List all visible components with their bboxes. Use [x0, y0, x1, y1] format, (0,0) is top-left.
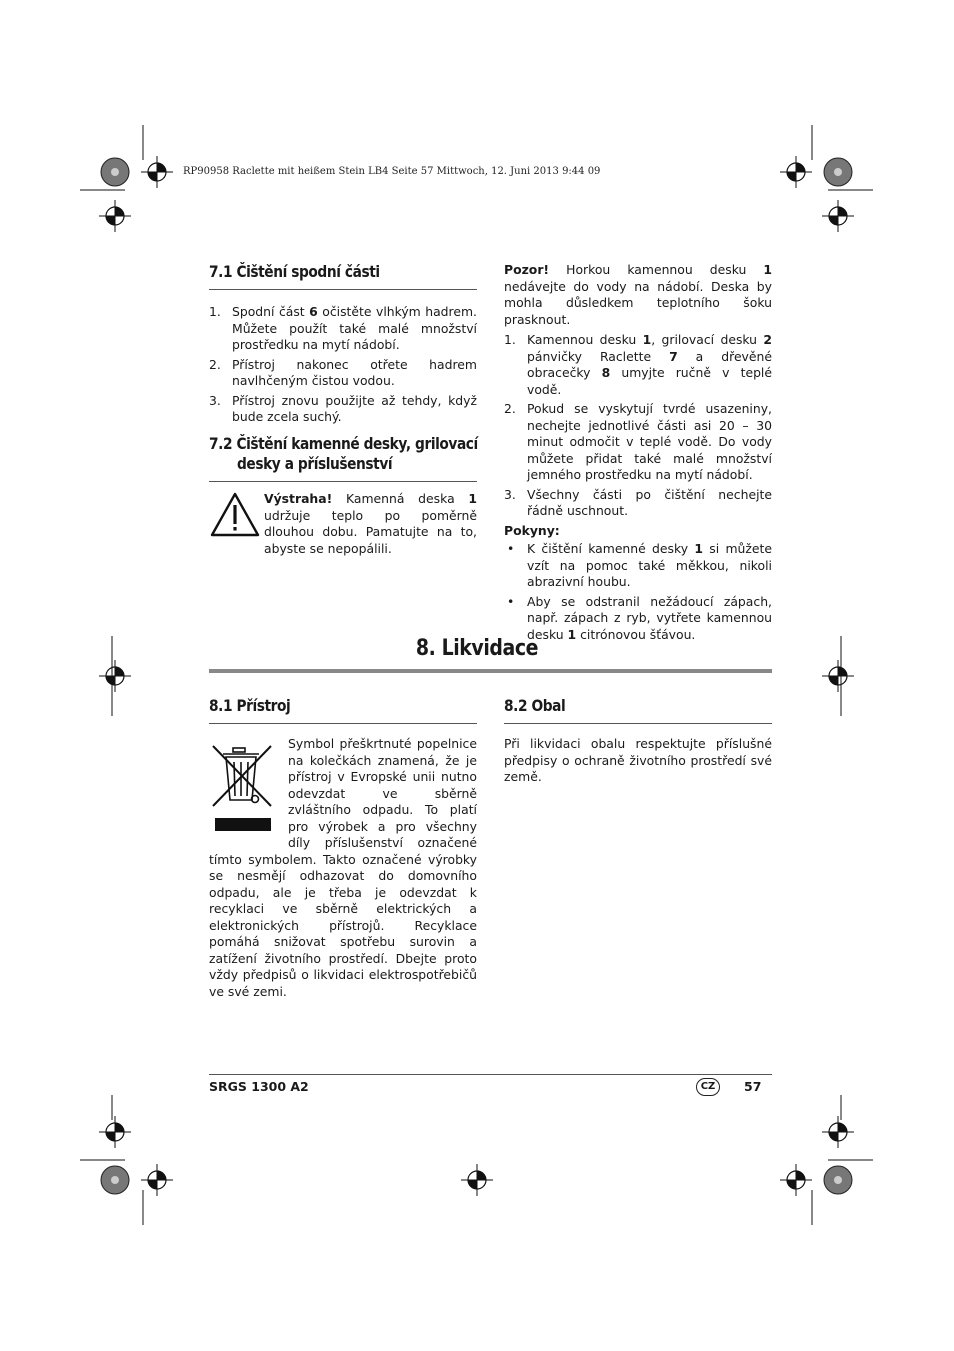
- list-item: 1. Spodní část 6 očistěte vlhkým hadrem. Můžete použít také malé množství prostředku na mytí nádobí.: [209, 304, 477, 352]
- bullet-item: • K čištění kamenné desky 1 si můžete vzít na pomoc také měkkou, nikoli abrazivní houbu.: [507, 541, 772, 589]
- chapter-title: 8. Likvidace: [415, 636, 539, 661]
- list-item: 2. Pokud se vyskytují tvrdé usazeniny, nechejte jednotlivé části asi 20 – 30 minut odmočit v teplé vodě. Do vody můžete přidat také malé množství jemného prostředku na mytí nádobí.: [504, 401, 772, 482]
- section-8-2-text: Při likvidaci obalu respektujte příslušné předpisy o ochraně životního prostředí své země.: [504, 736, 772, 784]
- section-8-1-title: 8.1 Přístroj: [209, 696, 291, 715]
- section-8-2-rule: [504, 723, 772, 724]
- section-7-2-title-line2: desky a příslušenství: [237, 454, 393, 473]
- section-7-1: [209, 262, 477, 282]
- section-8-1-rule: [209, 723, 477, 724]
- list-item: 3. Přístroj znovu použijte až tehdy, když bude zcela suchý.: [209, 392, 477, 424]
- section-7-2-title-line1: 7.2 Čištění kamenné desky, grilovací: [209, 434, 478, 453]
- page-number: 57: [744, 1079, 762, 1094]
- list-item: 2. Přístroj nakonec otřete hadrem navlhčeným čistou vodou.: [209, 356, 477, 388]
- print-header-line: RP90958 Raclette mit heißem Stein LB4 Seite 57 Mittwoch, 12. Juni 2013 9:44 09: [183, 166, 601, 177]
- warning-triangle-icon: [210, 492, 260, 538]
- list-item: 3. Všechny části po čištění nechejte řádně uschnout.: [504, 486, 772, 518]
- section-7-2: [209, 434, 477, 474]
- pozor-note: Pozor! Horkou kamennou desku 1 nedávejte do vody na nádobí. Deska by mohla důsledkem teplotního šoku prasknout.: [504, 262, 772, 327]
- bullet-item: • Aby se odstranil nežádoucí zápach, např. zápach z ryb, vytřete kamennou desku 1 citrónovou šťávou.: [507, 593, 772, 642]
- footer-model: SRGS 1300 A2: [209, 1079, 309, 1094]
- footer-rule: [209, 1074, 772, 1075]
- right-column-top: [504, 262, 772, 646]
- chapter-rule: [209, 669, 772, 673]
- pokyny-label: Pokyny:: [504, 522, 560, 538]
- section-7-1-list: [209, 304, 477, 429]
- section-8-1: [209, 696, 477, 716]
- section-7-2-rule: [209, 481, 477, 482]
- section-8-2-title: 8.2 Obal: [504, 696, 566, 715]
- warning-text: Výstraha! Kamenná deska 1 udržuje teplo po poměrně dlouhou dobu. Pamatujte na to, abyste se nepopálili.: [264, 491, 477, 556]
- language-badge: CZ: [696, 1078, 720, 1096]
- section-7-1-rule: [209, 289, 477, 290]
- section-8-1-text: Symbol přeškrtnuté popelnice na kolečkách znamená, že je přístroj v Evropské unii nutno odevzdat ve sběrně zvláštního odpadu. To platí pro výrobek a pro všechny díly příslušenství označené tímto symbolem. Takto označené výrobky se nesmějí odhazovat do domovního odpadu, ale je třeba je odevzdat k recyklaci ve sběrně elektrických a elektronických přístrojů. Recyklace pomáhá snižovat spotřebu surovin a zatížení životního prostředí. Dbejte proto vždy předpisů o likvidaci elektrospotřebičů ve své zemi.: [209, 736, 477, 999]
- section-7-1-title: 7.1 Čištění spodní části: [209, 262, 380, 281]
- section-8-2: [504, 696, 772, 716]
- list-item: 1. Kamennou desku 1, grilovací desku 2 pánvičky Raclette 7 a dřevěné obracečky 8 umyjte ručně v teplé vodě.: [504, 332, 773, 397]
